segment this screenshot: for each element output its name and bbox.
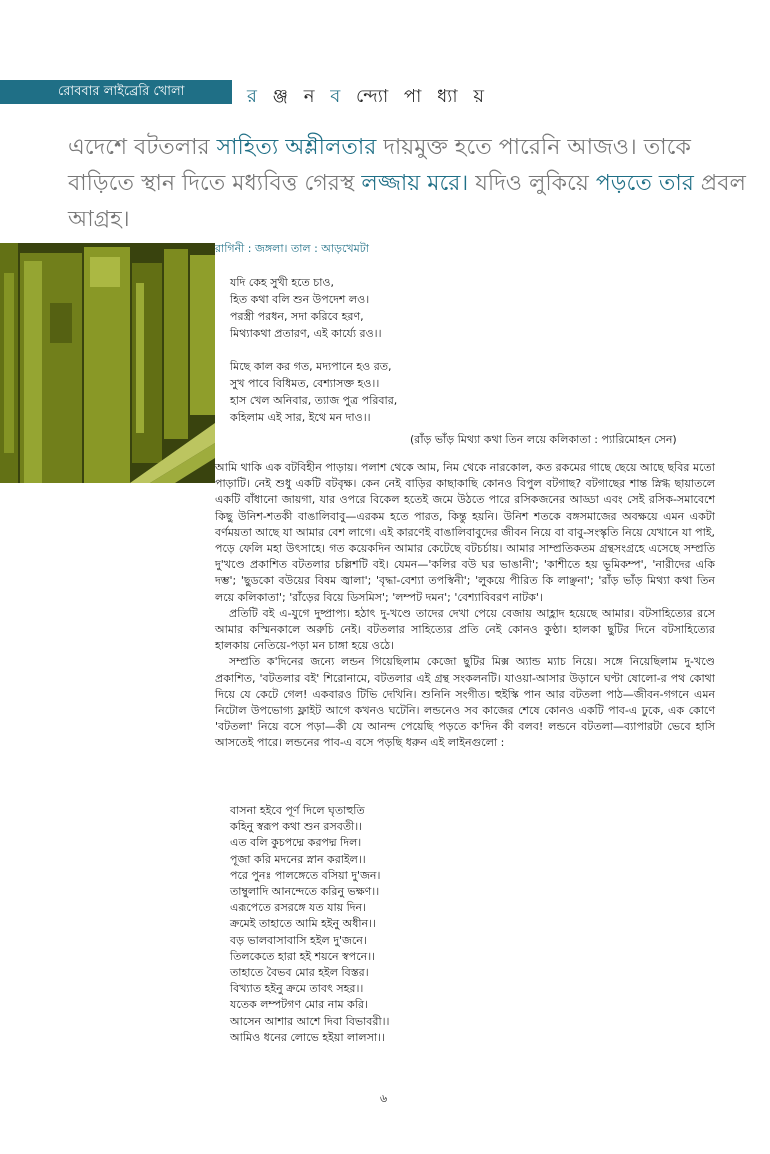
book-spines-illustration [0,243,215,483]
verse-line: মিথ্যাকথা প্রতারণ, এই কার্য্যে রও।। [230,327,382,340]
verse-line: সুখ পাবে বিধিমত, বেশ্যাসক্ত হও।। [230,377,380,390]
author-last-name-rest: ন্দ্যো পা ধ্যা য় [356,86,489,107]
book-spines-photo [0,243,215,483]
verse-line: কহিলাম এই সার, ইথে মন দাও।। [230,411,371,424]
verse-line: হিত কথা বলি শুন উপদেশ লও। [230,293,370,306]
song-verse-1 [230,274,710,342]
body-paragraph: প্রতিটি বই এ-যুগে দুষ্প্রাপ্য। হঠাৎ দু-খণ্ডে তাদের দেখা পেয়ে বেজায় আহ্লাদ হয়েছে আমার। বটসাহিত্যের রসে আমার কস্মিনকালে অরুচি নেই। বটতলার সাহিত্যের প্রতি নেই কোনও কুণ্ঠা। হালকা ছুটির দিনে বটসাহিত্যের হালকায় নেতিয়ে-পড়া মন চাঙ্গা হয়ে ওঠে। [215,606,715,653]
page-number: ৬ [380,1092,388,1105]
lead-emphasis-3: পড়তে তার [595,171,694,196]
poem-line: পূজা করি মদনের স্নান করাইল।। [230,852,366,866]
song-verse-2 [230,358,710,426]
author-initial-last: ব [330,86,346,107]
author-name [247,86,489,108]
verse-line: হাস খেল অনিবার, ত্যাজ পুত্র পরিবার, [230,394,398,407]
section-label-bar [0,80,232,104]
poem-line: কহিনু স্বরূপ কথা শুন রসবতী।। [230,820,363,834]
body-paragraph: আমি থাকি এক বটবিহীন পাড়ায়। পলাশ থেকে আম, নিম থেকে নারকোল, কত রকমের গাছে ছেয়ে আছে ছবির মতো পাড়াটি। নেই শুধু একটি বটবৃক্ষ। কেন নেই বাড়ির কাছাকাছি কোনও বিপুল বটগাছ? বটগাছের শান্ত স্নিগ্ধ ছায়াতলে একটি বাঁধানো জায়গা, যার ওপরে বিকেল হতেই জমে উঠতে পারে রসিকজনের আড্ডা এবং সেই রসিক-সমাবেশে কিছু উনিশ-শতকী বাঙালিবাবু—এরকম হতে পারত, কিন্তু হয়নি। উনিশ শতকে বঙ্গসমাজের অবক্ষয়ে এমন একটা বর্ণময়তা আছে যা আমার বেশ লাগে। এই কারণেই বাঙালিবাবুদের জীবন নিয়ে বা বাবু-সংস্কৃতি নিয়ে যেখানে যা পাই, পড়ে ফেলি মহা উৎসাহে। গত কয়েকদিন আমার কেটেছে বটচর্চায়। আমার সাম্প্রতিকতম গ্রন্থসংগ্রহে এসেছে সম্প্রতি দু'খণ্ডে প্রকাশিত বটতলার চল্লিশটি বই। যেমন—'কলির বউ ঘর ভাঙানী'; 'কাশীতে হয় ভূমিকম্প', 'নারীদের একি দম্ভ'; 'ছুডকো বউয়ের বিষম জ্বালা'; 'বৃদ্ধা-বেশ্যা তপস্বিনী'; 'লুকয়ে পীরিত কি লাঞ্ছনা'; 'রাঁড় ভাঁড় মিথ্যা কথা তিন লয়ে কলিকাতা'; 'রাঁড়ের বিয়ে ডিসমিস'; 'লম্পট দমন'; 'বেশ্যাবিবরণ নাটক'। [215,461,715,604]
poem-line: যতেক লম্পটগণ মোর নাম করি। [230,998,368,1012]
section-label: রোববার লাইব্রেরি খোলা [58,84,185,99]
lead-paragraph [68,130,748,238]
lead-text-2: দায়মুক্ত হতে পারেনি আজও। তাকে বাড়িতে স্থান দিতে মধ্যবিত্ত গেরস্থ [68,135,691,196]
lead-emphasis-2: লজ্জায় মরে। [361,171,469,196]
poem-line: ক্রমেই তাহাতে আমি হইনু অধীন।। [230,917,376,931]
body-paragraph: সম্প্রতি ক'দিনের জন্যে লন্ডন গিয়েছিলাম কেজো ছুটির মিক্স অ্যান্ড ম্যাচ নিয়ে। সঙ্গে নিয়েছিলাম দু-খণ্ডে প্রকাশিত, 'বটতলার বই' শিরোনামে, বটতলার এই গ্রন্থ সংকলনটি। যাওয়া-আসার উড়ানে ঘণ্টা ষোলো-র পথ কোথা দিয়ে যে কেটে গেল! একবারও টিভি দেখিনি। শুনিনি সংগীত। হুইস্কি পান আর বটতলা পাঠ—জীবন-গগনে এমন নিটোল উপভোগ্য ফ্লাইট আগে কখনও ঘটেনি। লন্ডনেও সব কাজের শেষে কোনও একটি পাব-এ ঢুকে, এক কোণে 'বটতলা' নিয়ে বসে পড়া—কী যে আনন্দ পেয়েছি পড়তে ক'দিন কী বলব! লন্ডনে বটতলা—ব্যাপারটা ভেবে হাসি আসতেই পারে। লন্ডনের পাব-এ বসে পড়ছি ধরুন এই লাইনগুলো : [215,655,715,750]
quoted-poem [230,803,650,1046]
poem-line: আমিও ধনের লোভে হইয়া লালসা।। [230,1030,385,1044]
author-initial-first: র [247,86,262,107]
lead-text-3: যদিও লুকিয়ে [468,171,596,196]
article-body [215,460,715,752]
poem-line: বাসনা হইবে পূর্ণ দিলে ঘৃতাহুতি [230,804,365,817]
poem-line: পরে পুনঃ পালঙ্গেতে বসিয়া দু'জন। [230,868,381,882]
poem-line: তাম্বুলাদি আনন্দেতে করিনু ভক্ষণ।। [230,885,380,899]
lead-text-4: প্রবল আগ্রহ। [68,171,746,232]
poem-line: তিলকেতে হারা হই শয়নে স্বপনে।। [230,949,376,963]
verse-line: যদি কেহ সুখী হতে চাও, [230,276,334,289]
verse-source-citation: (রাঁড় ভাঁড় মিথ্যা কথা তিন লয়ে কলিকাতা : প্যারিমোহন সেন) [410,433,677,446]
lead-text-1: এদেশে বটতলার [68,135,217,160]
raga-tala-line: রাগিনী : জঙ্গলা। তাল : আড়খেমটা [215,242,369,255]
poem-line: বিখ্যাত হইনু ক্রমে তাবৎ সহর।। [230,982,364,996]
lead-emphasis-1: সাহিত্য অশ্লীলতার [216,135,377,160]
poem-line: আসেন আশার আশে দিবা বিভাবরী।। [230,1014,390,1028]
poem-line: এত বলি কুচপদ্মে করপদ্ম দিল। [230,836,362,850]
author-first-name-rest: ঞ্জ ন [272,86,320,107]
poem-line: এরূপেতে রসরঙ্গে যত যায় দিন। [230,901,367,915]
verse-line: পরস্ত্রী পরধন, সদা করিবে হরণ, [230,310,364,323]
poem-line: বড় ভালবাসাবাসি হইল দু'জনে। [230,933,367,947]
poem-line: তাহাতে বৈভব মোর হইল বিস্তর। [230,966,369,980]
verse-line: মিছে কাল কর গত, মদ্যপানে হও রত, [230,360,392,373]
